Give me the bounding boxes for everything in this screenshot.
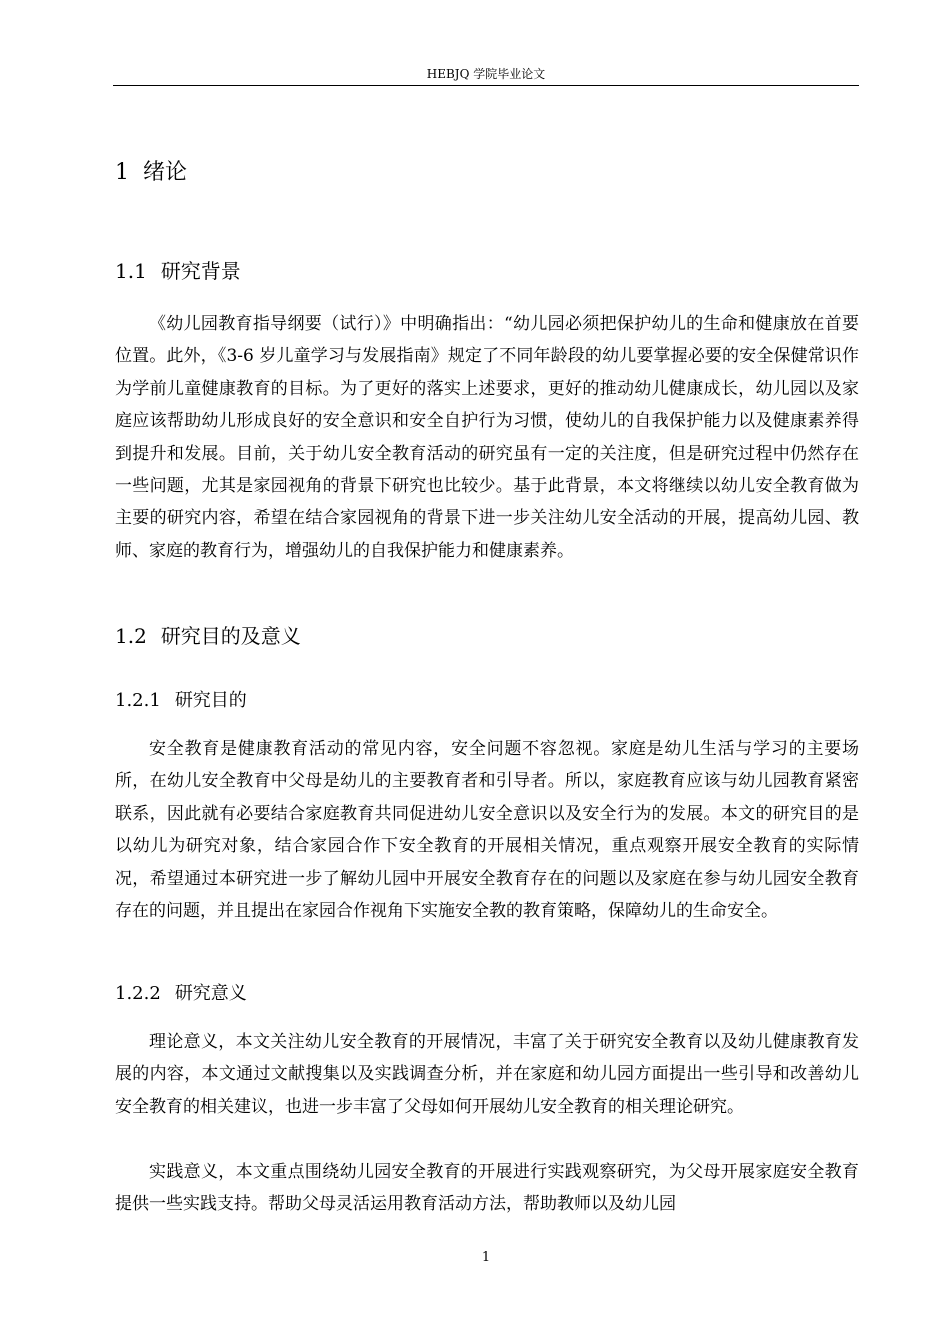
subsection-heading-1-2-2 [115, 981, 247, 1007]
paragraph-theoretical-significance: 理论意义，本文关注幼儿安全教育的开展情况，丰富了关于研究安全教育以及幼儿健康教育发展的内容，本文通过文献搜集以及实践调查分析，并在家庭和幼儿园方面提出一些引导和改善幼儿安全教育的相关建议，也进一步丰富了父母如何开展幼儿安全教育的相关理论研究。 [115, 1032, 859, 1117]
paragraph-research-background: 《幼儿园教育指导纲要（试行）》中明确指出：“幼儿园必须把保护幼儿的生命和健康放在首要位置。此外，《3-6 岁儿童学习与发展指南》规定了不同年龄段的幼儿要掌握必要的安全保健常识作为学前儿童健康教育的目标。为了更好的落实上述要求，更好的推动幼儿健康成长，幼儿园以及家庭应该帮助幼儿形成良好的安全意识和安全自护行为习惯，使幼儿的自我保护能力以及健康素养得到提升和发展。目前，关于幼儿安全教育活动的研究虽有一定的关注度，但是研究过程中仍然存在一些问题，尤其是家园视角的背景下研究也比较少。基于此背景，本文将继续以幼儿安全教育做为主要的研究内容，希望在结合家园视角的背景下进一步关注幼儿安全活动的开展，提高幼儿园、教师、家庭的教育行为，增强幼儿的自我保护能力和健康素养。 [115, 314, 859, 561]
page-number: 1 [481, 1250, 491, 1265]
header-divider [113, 85, 859, 86]
paragraph-practical-significance: 实践意义，本文重点围绕幼儿园安全教育的开展进行实践观察研究，为父母开展家庭安全教育提供一些实践支持。帮助父母灵活运用教育活动方法，帮助教师以及幼儿园 [115, 1162, 859, 1215]
section-heading-1-2 [115, 622, 301, 650]
chapter-number: 1 [115, 160, 129, 185]
subsection-heading-1-2-1 [115, 688, 247, 714]
section-number: 1.2 [115, 624, 147, 648]
section-number: 1.1 [115, 259, 147, 283]
running-header: HEBJQ 学院毕业论文 [426, 67, 546, 81]
paragraph-research-purpose: 安全教育是健康教育活动的常见内容，安全问题不容忽视。家庭是幼儿生活与学习的主要场所，在幼儿安全教育中父母是幼儿的主要教育者和引导者。所以，家庭教育应该与幼儿园教育紧密联系，因此就有必要结合家庭教育共同促进幼儿安全意识以及安全行为的发展。本文的研究目的是以幼儿为研究对象，结合家园合作下安全教育的开展相关情况，重点观察开展安全教育的实际情况，希望通过本研究进一步了解幼儿园中开展安全教育存在的问题以及家庭在参与幼儿园安全教育存在的问题，并且提出在家园合作视角下实施安全教的教育策略，保障幼儿的生命安全。 [115, 739, 859, 922]
section-title: 研究目的及意义 [160, 624, 301, 648]
section-heading-1-1 [115, 257, 241, 285]
subsection-title: 研究意义 [174, 983, 247, 1004]
section-title: 研究背景 [160, 259, 241, 283]
subsection-number: 1.2.1 [115, 690, 161, 711]
chapter-heading [115, 158, 187, 188]
subsection-number: 1.2.2 [115, 983, 161, 1004]
subsection-title: 研究目的 [174, 690, 247, 711]
chapter-title: 绪论 [143, 160, 188, 185]
